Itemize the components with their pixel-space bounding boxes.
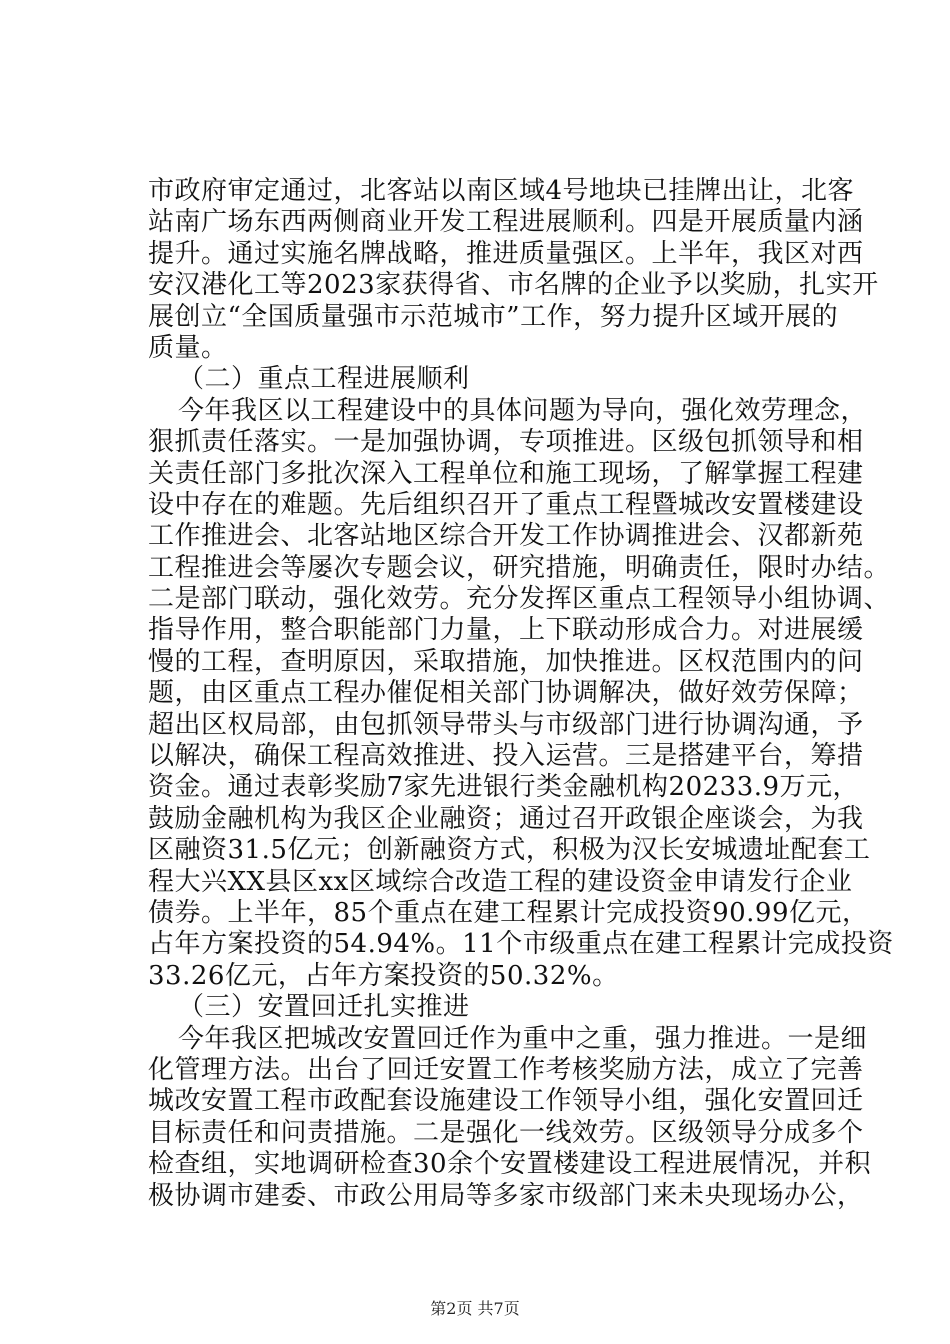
text-line: 区融资31.5亿元；创新融资方式，积极为汉长安城遗址配套工 bbox=[148, 835, 871, 866]
text-line: 33.26亿元，占年方案投资的50.32%。 bbox=[148, 960, 619, 991]
text-line: 指导作用，整合职能部门力量，上下联动形成合力。对进展缓 bbox=[148, 615, 864, 646]
text-line: 安汉港化工等2023家获得省、市名牌的企业予以奖励，扎实开 bbox=[148, 270, 879, 301]
text-line: 以解决，确保工程高效推进、投入运营。三是搭建平台，筹措 bbox=[148, 741, 864, 772]
text-line: 鼓励金融机构为我区企业融资；通过召开政银企座谈会，为我 bbox=[148, 803, 864, 834]
text-line: 二是部门联动，强化效劳。充分发挥区重点工程领导小组协调、 bbox=[148, 584, 891, 615]
text-line: 今年我区以工程建设中的具体问题为导向，强化效劳理念， bbox=[178, 395, 868, 426]
section-heading: （二）重点工程进展顺利 bbox=[178, 364, 470, 395]
text-line: 工作推进会、北客站地区综合开发工作协调推进会、汉都新苑 bbox=[148, 521, 864, 552]
text-line: 检查组，实地调研检查30余个安置楼建设工程进展情况，并积 bbox=[148, 1149, 872, 1180]
text-line: 设中存在的难题。先后组织召开了重点工程暨城改安置楼建设 bbox=[148, 489, 864, 520]
text-line: 站南广场东西两侧商业开发工程进展顺利。四是开展质量内涵 bbox=[148, 207, 864, 238]
text-line: 今年我区把城改安置回迁作为重中之重，强力推进。一是细 bbox=[178, 1023, 868, 1054]
text-line: 题，由区重点工程办催促相关部门协调解决，做好效劳保障； bbox=[148, 678, 864, 709]
page-footer: 第2页 共7页 bbox=[430, 1299, 520, 1318]
text-line: 市政府审定通过，北客站以南区域4号地块已挂牌出让，北客 bbox=[148, 176, 855, 206]
text-line: 慢的工程，查明原因，采取措施，加快推进。区权范围内的问 bbox=[148, 646, 864, 677]
document-body bbox=[148, 176, 894, 1212]
text-line: 目标责任和问责措施。二是强化一线效劳。区级领导分成多个 bbox=[148, 1117, 864, 1148]
text-line: 占年方案投资的54.94%。11个市级重点在建工程累计完成投资 bbox=[148, 929, 894, 960]
text-line: 展创立“全国质量强市示范城市”工作，努力提升区域开展的 bbox=[148, 301, 839, 332]
text-line: 狠抓责任落实。一是加强协调，专项推进。区级包抓领导和相 bbox=[148, 427, 864, 458]
text-line: 资金。通过表彰奖励7家先进银行类金融机构20233.9万元， bbox=[148, 772, 860, 803]
text-line: 质量。 bbox=[148, 332, 228, 363]
text-line: 工程推进会等屡次专题会议，研究措施，明确责任，限时办结。 bbox=[148, 552, 891, 583]
text-line: 债券。上半年，85个重点在建工程累计完成投资90.99亿元， bbox=[148, 897, 869, 928]
text-line: 极协调市建委、市政公用局等多家市级部门来未央现场办公， bbox=[148, 1180, 864, 1211]
text-line: 提升。通过实施名牌战略，推进质量强区。上半年，我区对西 bbox=[148, 238, 864, 269]
text-line: 超出区权局部，由包抓领导带头与市级部门进行协调沟通，予 bbox=[148, 709, 864, 740]
text-line: 城改安置工程市政配套设施建设工作领导小组，强化安置回迁 bbox=[148, 1086, 864, 1117]
text-line: 程大兴XX县区xx区域综合改造工程的建设资金申请发行企业 bbox=[148, 866, 853, 897]
section-heading: （三）安置回迁扎实推进 bbox=[178, 992, 470, 1023]
text-line: 化管理方法。出台了回迁安置工作考核奖励方法，成立了完善 bbox=[148, 1054, 864, 1085]
text-line: 关责任部门多批次深入工程单位和施工现场，了解掌握工程建 bbox=[148, 458, 864, 489]
